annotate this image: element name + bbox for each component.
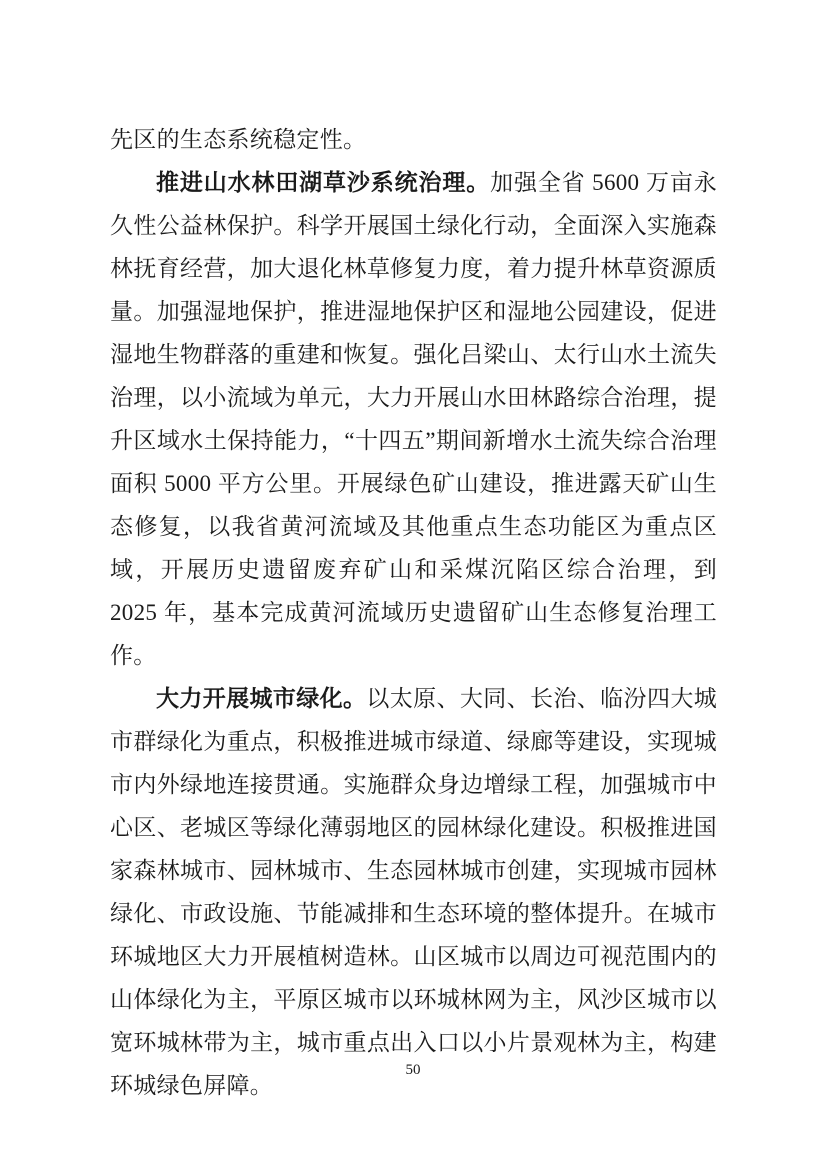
paragraph-urban-greening: [110, 677, 717, 1107]
page-number: 50: [405, 1062, 421, 1078]
document-body: [110, 118, 717, 1107]
paragraph-ecosystem-governance: [110, 161, 717, 677]
paragraph-lead-bold: 推进山水林田湖草沙系统治理。: [156, 170, 491, 195]
paragraph-text: 先区的生态系统稳定性。: [110, 127, 367, 152]
paragraph-lead-bold: 大力开展城市绿化。: [156, 686, 367, 711]
paragraph-text: 以太原、大同、长治、临汾四大城市群绿化为重点，积极推进城市绿道、绿廊等建设，实现城市内外绿地连接贯通。实施群众身边增绿工程，加强城市中心区、老城区等绿化薄弱地区的园林绿化建设。积极推进国家森林城市、园林城市、生态园林城市创建，实现城市园林绿化、市政设施、节能减排和生态环境的整体提升。在城市环城地区大力开展植树造林。山区城市以周边可视范围内的山体绿化为主，平原区城市以环城林网为主，风沙区城市以宽环城林带为主，城市重点出入口以小片景观林为主，构建环城绿色屏障。: [110, 686, 717, 1098]
paragraph-text: 加强全省 5600 万亩永久性公益林保护。科学开展国土绿化行动，全面深入实施森林抚育经营，加大退化林草修复力度，着力提升林草资源质量。加强湿地保护，推进湿地保护区和湿地公园建设，促进湿地生物群落的重建和恢复。强化吕梁山、太行山水土流失治理，以小流域为单元，大力开展山水田林路综合治理，提升区域水土保持能力，“十四五”期间新增水土流失综合治理面积 5000 平方公里。开展绿色矿山建设，推进露天矿山生态修复，以我省黄河流域及其他重点生态功能区为重点区域，开展历史遗留废弃矿山和采煤沉陷区综合治理，到 2025 年，基本完成黄河流域历史遗留矿山生态修复治理工作。: [110, 170, 717, 668]
paragraph-continuation: [110, 118, 717, 161]
